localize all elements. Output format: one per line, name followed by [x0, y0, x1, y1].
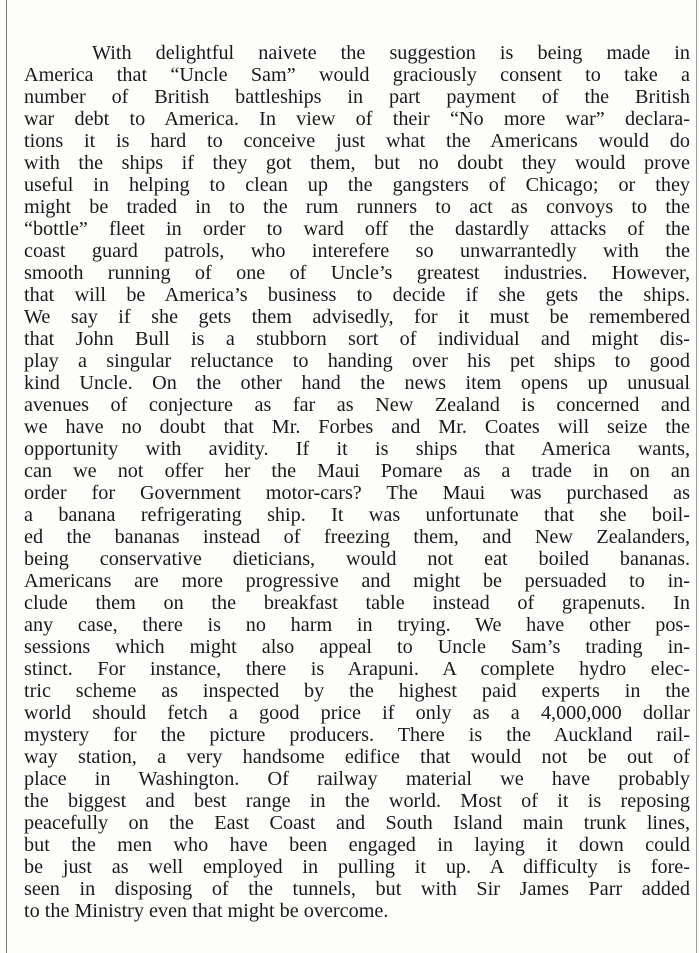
- text-line: useful in helping to clean up the gangsters of Chicago; or they: [24, 174, 690, 196]
- text-line: stinct. For instance, there is Arapuni. A complete hydro elec-: [24, 658, 690, 680]
- text-line: tric scheme as inspected by the highest paid experts in the: [24, 680, 690, 702]
- text-line: With delightful naivete the suggestion is being made in: [92, 42, 690, 64]
- text-line: to the Ministry even that might be overcome.: [24, 900, 389, 922]
- text-line: be just as well employed in pulling it up. A difficulty is fore-: [24, 856, 690, 878]
- text-line: Americans are more progressive and might be persuaded to in-: [24, 570, 690, 592]
- text-line: coast guard patrols, who interefere so unwarrantedly with the: [24, 240, 690, 262]
- text-line: any case, there is no harm in trying. We have other pos-: [24, 614, 690, 636]
- text-line: we have no doubt that Mr. Forbes and Mr. Coates will seize the: [24, 416, 690, 438]
- text-line: order for Government motor-cars? The Maui was purchased as: [24, 482, 690, 504]
- text-line: but the men who have been engaged in laying it down could: [24, 834, 690, 856]
- text-line: peacefully on the East Coast and South Island main trunk lines,: [24, 812, 690, 834]
- text-line: way station, a very handsome edifice that would not be out of: [24, 746, 690, 768]
- text-line: world should fetch a good price if only as a 4,000,000 dollar: [24, 702, 690, 724]
- text-line: play a singular reluctance to handing over his pet ships to good: [24, 350, 690, 372]
- text-line: kind Uncle. On the other hand the news item opens up unusual: [24, 372, 690, 394]
- text-line: clude them on the breakfast table instead of grapenuts. In: [24, 592, 690, 614]
- article-paragraph: [24, 42, 690, 922]
- text-line: with the ships if they got them, but no doubt they would prove: [24, 152, 690, 174]
- right-margin-rule: [696, 0, 697, 953]
- text-line: avenues of conjecture as far as New Zealand is concerned and: [24, 394, 690, 416]
- text-line: sessions which might also appeal to Uncle Sam’s trading in-: [24, 636, 690, 658]
- left-margin-rule: [6, 0, 7, 953]
- text-line: war debt to America. In view of their “No more war” declara-: [24, 108, 690, 130]
- text-line: “bottle” fleet in order to ward off the dastardly attacks of the: [24, 218, 690, 240]
- text-line: place in Washington. Of railway material we have probably: [24, 768, 690, 790]
- text-line: ed the bananas instead of freezing them, and New Zealanders,: [24, 526, 690, 548]
- text-line: number of British battleships in part payment of the British: [24, 86, 690, 108]
- text-line: being conservative dieticians, would not eat boiled bananas.: [24, 548, 690, 570]
- text-line: America that “Uncle Sam” would graciously consent to take a: [24, 64, 690, 86]
- text-line: mystery for the picture producers. There is the Auckland rail-: [24, 724, 690, 746]
- text-line: might be traded in to the rum runners to act as convoys to the: [24, 196, 690, 218]
- text-line: the biggest and best range in the world. Most of it is reposing: [24, 790, 690, 812]
- text-line: can we not offer her the Maui Pomare as a trade in on an: [24, 460, 690, 482]
- text-line: smooth running of one of Uncle’s greatest industries. However,: [24, 262, 690, 284]
- text-line: opportunity with avidity. If it is ships that America wants,: [24, 438, 690, 460]
- text-line: tions it is hard to conceive just what the Americans would do: [24, 130, 690, 152]
- text-line: that will be America’s business to decide if she gets the ships.: [24, 284, 690, 306]
- text-line: a banana refrigerating ship. It was unfortunate that she boil-: [24, 504, 690, 526]
- text-line: We say if she gets them advisedly, for it must be remembered: [24, 306, 690, 328]
- text-line: seen in disposing of the tunnels, but with Sir James Parr added: [24, 878, 690, 900]
- text-line: that John Bull is a stubborn sort of individual and might dis-: [24, 328, 690, 350]
